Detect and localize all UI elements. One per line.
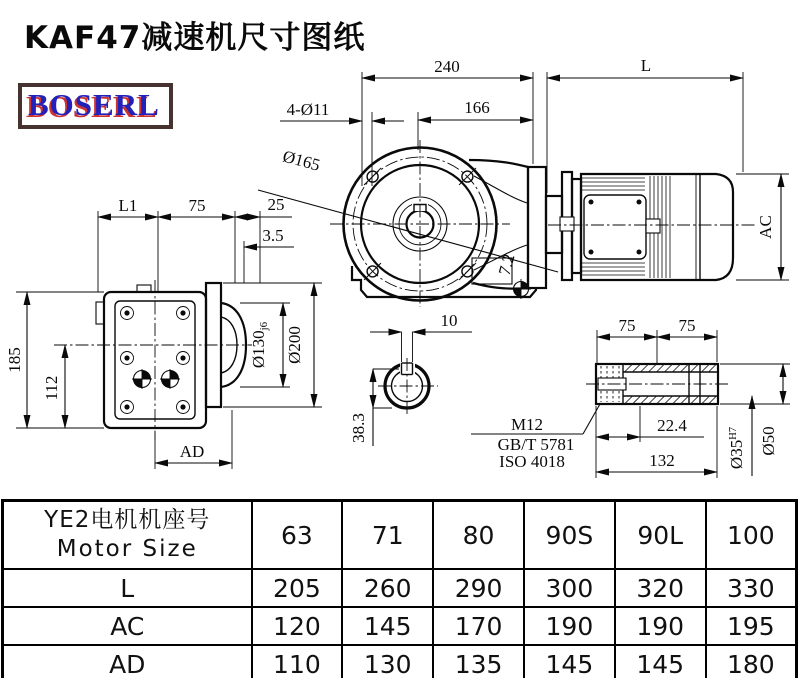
dim-AD: AD <box>179 442 205 461</box>
label-ISO4018: ISO 4018 <box>499 452 565 471</box>
row-label-L: L <box>3 569 252 607</box>
header-motor-size-en: Motor Size <box>56 536 198 562</box>
cell-AD-71: 130 <box>342 645 433 678</box>
motor-size-table <box>1 499 798 678</box>
label-GBT5781: GB/T 5781 <box>497 435 575 454</box>
hollow-shaft-view <box>471 316 790 478</box>
cell-L-80: 290 <box>433 569 524 607</box>
size-col-90S: 90S <box>524 501 615 570</box>
side-view <box>5 195 322 469</box>
technical-drawing <box>0 55 800 495</box>
dim-132: 132 <box>649 451 675 470</box>
dim-AC: AC <box>756 215 775 239</box>
dim-O165: Ø165 <box>280 146 323 175</box>
cell-AC-71: 145 <box>342 607 433 645</box>
size-col-100: 100 <box>706 501 797 570</box>
hatch-top <box>625 365 716 372</box>
dim-75-right: 75 <box>678 316 696 335</box>
dim-3-5: 3.5 <box>262 226 284 245</box>
header-motor-size <box>3 501 252 570</box>
cell-L-90S: 300 <box>524 569 615 607</box>
cell-AC-90L: 190 <box>615 607 706 645</box>
cell-AD-90L: 145 <box>615 645 706 678</box>
table-header-row <box>3 501 797 570</box>
front-view <box>330 140 562 307</box>
dim-L: L <box>640 56 652 75</box>
dim-22-4: 22.4 <box>657 416 687 435</box>
dim-O130j6: Ø130j6 <box>249 321 270 369</box>
dim-75-left: 75 <box>618 316 636 335</box>
dim-25: 25 <box>267 195 285 214</box>
cell-AD-63: 110 <box>252 645 343 678</box>
cell-AD-100: 180 <box>706 645 797 678</box>
cell-AC-90S: 190 <box>524 607 615 645</box>
page-title: KAF47减速机尺寸图纸 <box>24 20 366 56</box>
cell-AC-100: 195 <box>706 607 797 645</box>
size-col-63: 63 <box>252 501 343 570</box>
brand-logo-text: BOSERL <box>28 87 160 122</box>
dim-38-3: 38.3 <box>349 413 368 443</box>
dim-112: 112 <box>42 375 61 401</box>
row-label-AD: AD <box>3 645 252 678</box>
dim-10: 10 <box>440 311 458 330</box>
dim-75-side: 75 <box>188 196 206 215</box>
label-M12: M12 <box>510 415 544 434</box>
dim-240: 240 <box>434 57 460 76</box>
cell-AC-63: 120 <box>252 607 343 645</box>
dim-4xO11: 4-Ø11 <box>286 100 330 119</box>
table-row-AD <box>3 645 797 678</box>
size-col-80: 80 <box>433 501 524 570</box>
size-col-71: 71 <box>342 501 433 570</box>
dim-7-2: 7.2 <box>494 251 519 278</box>
cell-L-71: 260 <box>342 569 433 607</box>
motor-view <box>548 172 789 280</box>
cell-AD-80: 135 <box>433 645 524 678</box>
cell-L-90L: 320 <box>615 569 706 607</box>
cell-AC-80: 170 <box>433 607 524 645</box>
size-col-90L: 90L <box>615 501 706 570</box>
dim-O200: Ø200 <box>285 326 304 364</box>
table-row-L <box>3 569 797 607</box>
dim-166: 166 <box>464 98 490 117</box>
hatch-bottom <box>625 397 716 404</box>
cell-L-100: 330 <box>706 569 797 607</box>
table-row-AC <box>3 607 797 645</box>
dim-185: 185 <box>5 347 24 373</box>
row-label-AC: AC <box>3 607 252 645</box>
cell-L-63: 205 <box>252 569 343 607</box>
cell-AD-90S: 145 <box>524 645 615 678</box>
dim-O35H7: $Ø35^{H7}$ <box>727 426 746 470</box>
center-bosses <box>132 369 180 389</box>
header-motor-size-cn: YE2电机机座号 <box>44 507 211 534</box>
input-shaft-view <box>349 311 472 446</box>
dim-O50: Ø50 <box>759 426 778 456</box>
dim-L1: L1 <box>118 196 138 215</box>
